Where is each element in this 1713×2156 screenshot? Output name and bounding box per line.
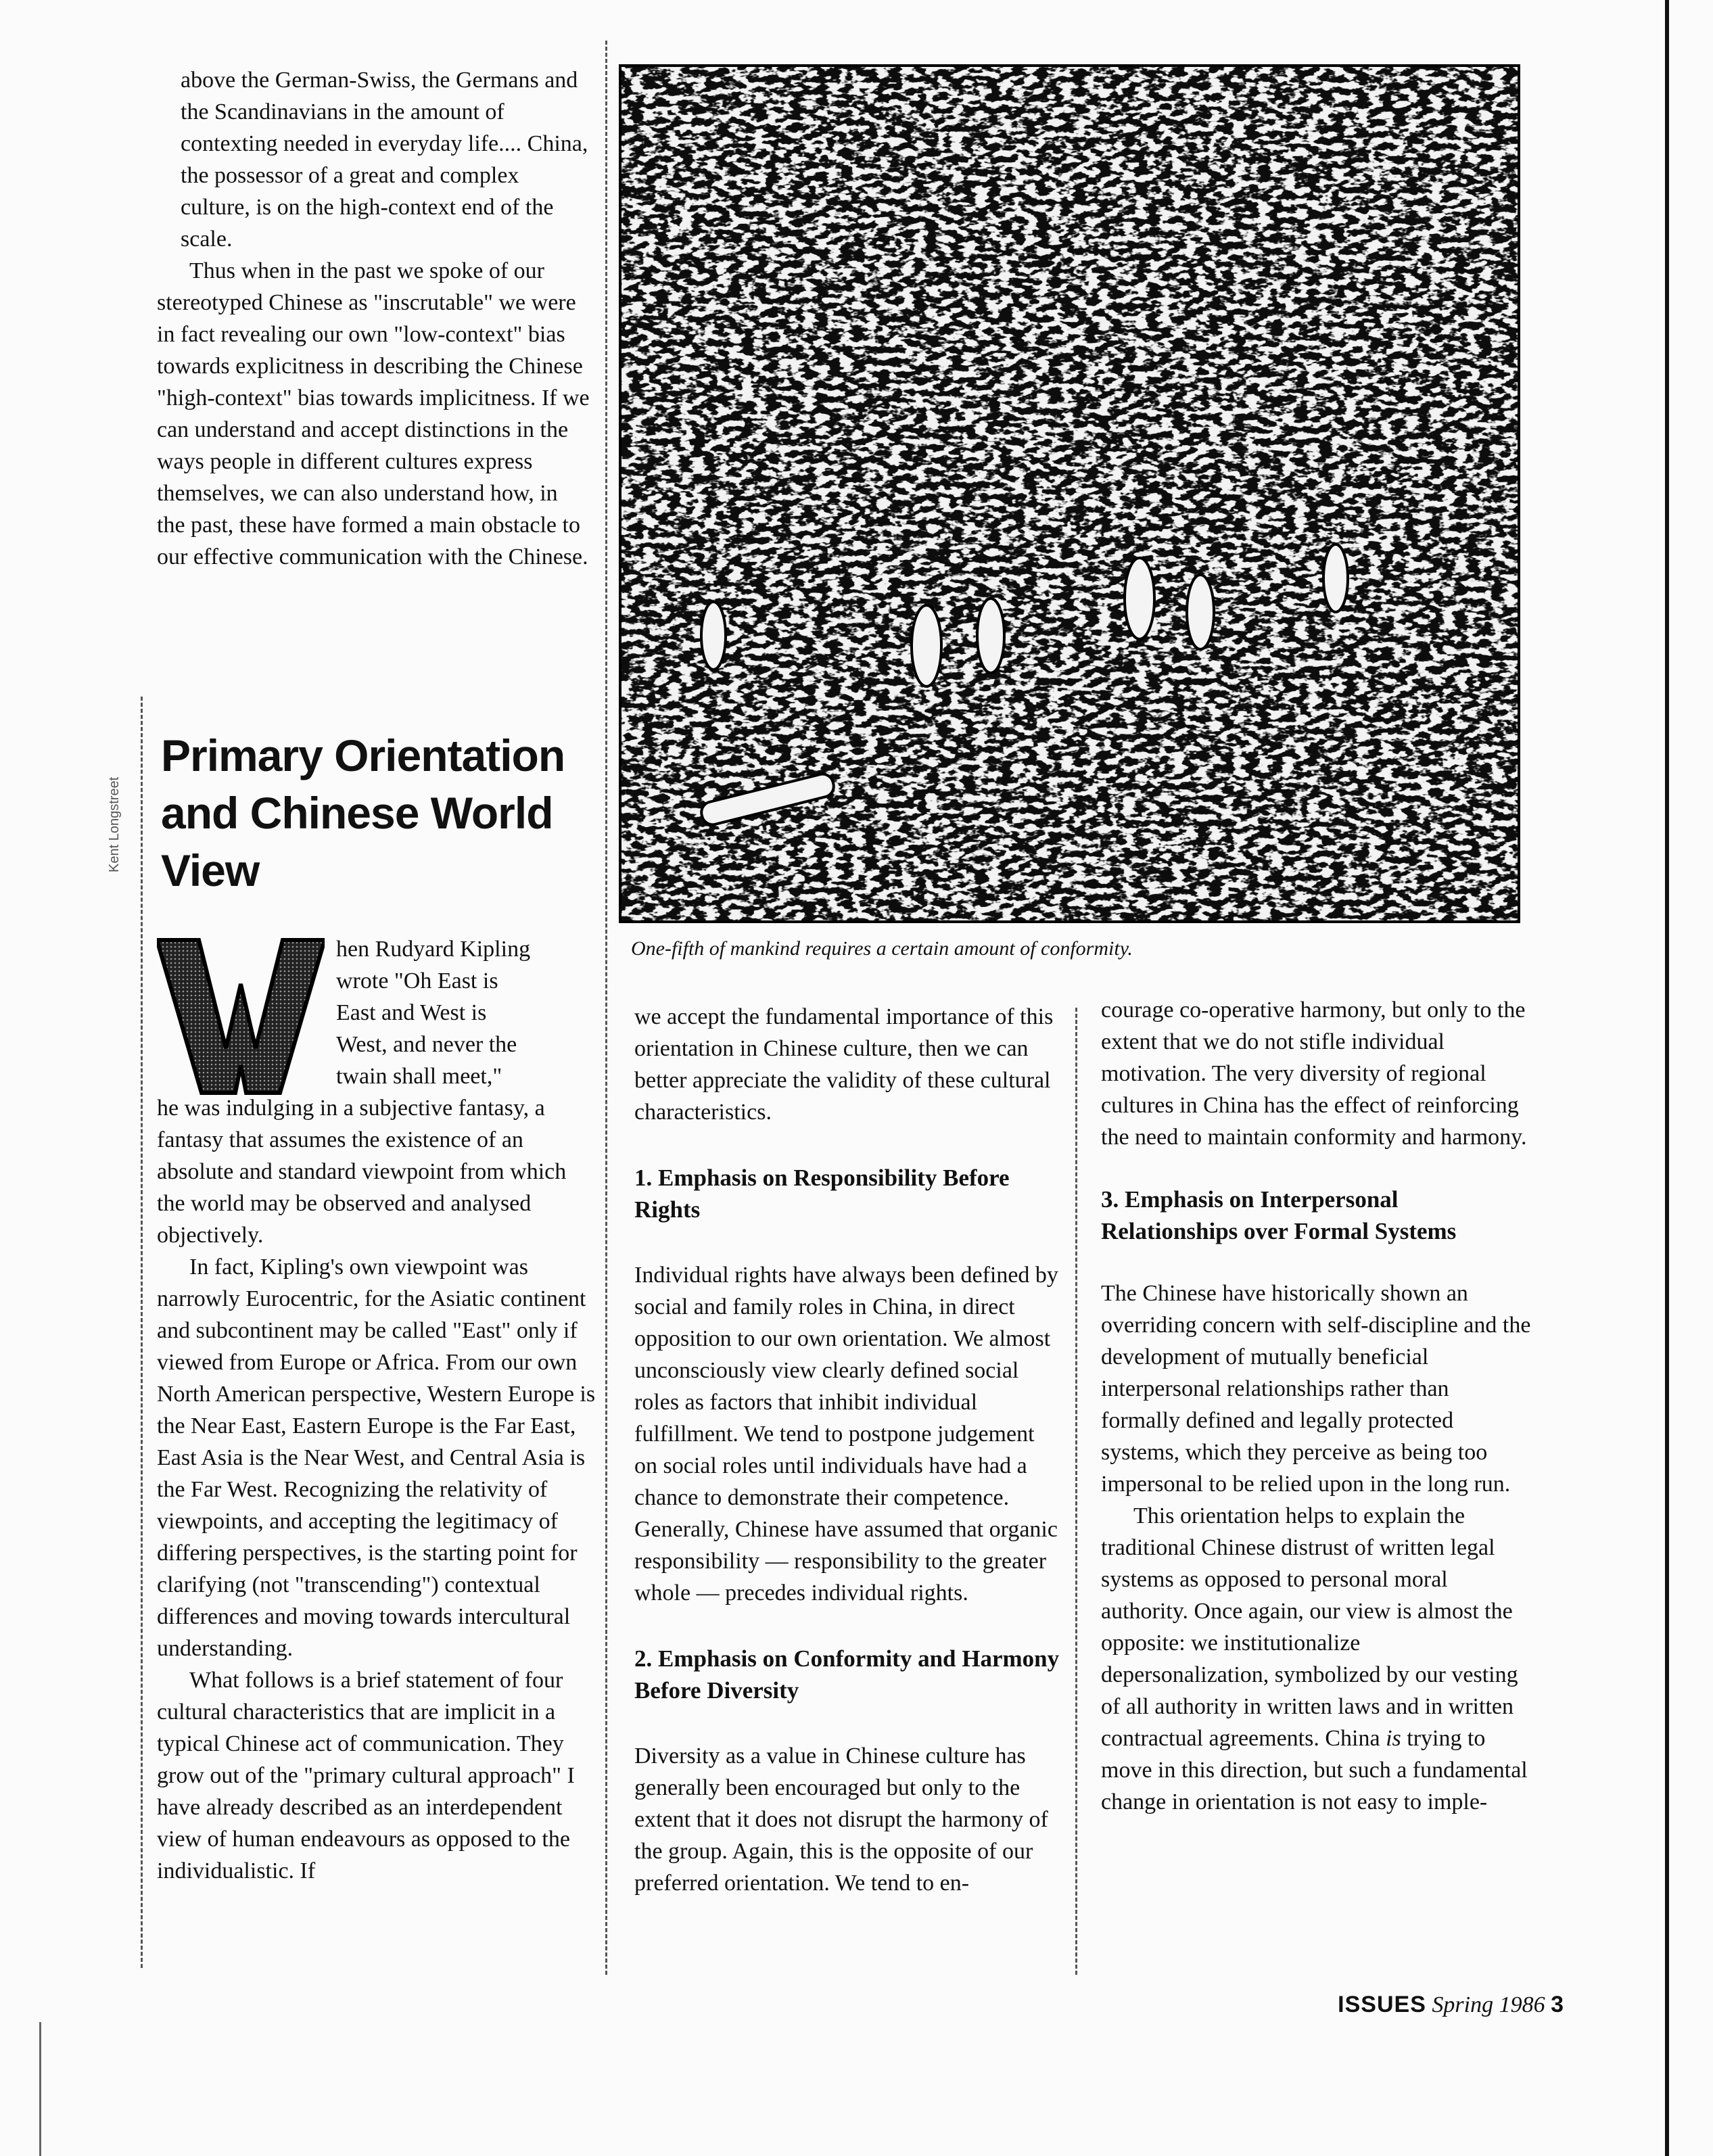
china-word: China xyxy=(1325,1726,1380,1751)
left-column-body xyxy=(157,933,596,1887)
middle-column xyxy=(634,1001,1060,1899)
is-italic-word: is xyxy=(1386,1726,1401,1751)
column-rule-1 xyxy=(605,41,607,1975)
left-column-intro xyxy=(157,64,590,573)
right-column xyxy=(1101,994,1534,1818)
scan-edge-right xyxy=(1665,0,1669,2156)
issue-date: Spring 1986 xyxy=(1432,1992,1545,2017)
section-3-heading: 3. Emphasis on Interpersonal Relationships over Formal Systems xyxy=(1101,1186,1457,1244)
page-number: 3 xyxy=(1551,1992,1564,2017)
page-footer xyxy=(1338,1992,1564,2018)
wrap-line: hen Rudyard Kipling xyxy=(336,937,531,962)
right-lead-paragraph: courage co-operative harmony, but only to the extent that we do not stifle individual motivation. The very diversity of regional cultures in China has the effect of reinforcing the need to maintain conformity and harmony. xyxy=(1101,998,1527,1150)
column-rule-2 xyxy=(1075,1008,1077,1975)
section-3-body-2-text: This orientation helps to explain the traditional Chinese distrust of written legal systems as opposed to personal moral authority. Once again, our view is almost the opposite: we institutionalize depersonalization, symbolized by our vesting of all authority in written laws and in written contractual agreements. xyxy=(1101,1503,1518,1751)
section-2-heading: 2. Emphasis on Conformity and Harmony Before Diversity xyxy=(634,1645,1060,1704)
opening-paragraph-rest: he was indulging in a subjective fantasy, a fantasy that assumes the existence of an absolute and standard viewpoint from which the world may be observed and analysed objectively. xyxy=(157,1096,567,1248)
cyclists-crowd-photo xyxy=(619,64,1520,923)
intro-quote-paragraph: above the German-Swiss, the Germans and the Scandinavians in the amount of contexting needed in everyday life.... China, the possessor of a great and complex culture, is on the high-context end of the scale. xyxy=(181,68,588,252)
section-2-body: Diversity as a value in Chinese culture has generally been encouraged but only to the extent that it does not disrupt the harmony of the group. Again, this is the opposite of our preferred orientation. We tend to en- xyxy=(634,1743,1048,1896)
wrap-line: wrote "Oh East is xyxy=(336,968,498,993)
section-1-body: Individual rights have always been defined by social and family roles in China, in direct opposition to our own orientation. We almost unconsciously view clearly defined social roles as factors that inhibit individual fulfillment. We tend to postpone judgement on social roles until individuals have had a chance to demonstrate their competence. Generally, Chinese have assumed that organic responsibility — responsibility to the greater whole — precedes individual rights. xyxy=(634,1263,1058,1606)
body-paragraph: What follows is a brief statement of four cultural characteristics that are implicit in a typical Chinese act of communication. They grow out of the "primary cultural approach" I have already described as an interdependent view of human endeavours as opposed to the individualistic. If xyxy=(157,1668,575,1883)
photo-caption: One-fifth of mankind requires a certain amount of conformity. xyxy=(631,937,1133,960)
section-3-body-2 xyxy=(1101,1500,1534,1818)
photo-credit-vertical: Kent Longstreet xyxy=(107,776,122,872)
intro-paragraph: Thus when in the past we spoke of our stereotyped Chinese as "inscrutable" we were in fact revealing our own "low-context" bias towards explicitness in describing the Chinese "high-context" bias towards implicitness. If we can understand and accept distinctions in the ways people in different cultures express themselves, we can also understand how, in the past, these have formed a main obstacle to our effective communication with the Chinese. xyxy=(157,258,590,569)
section-3-body: The Chinese have historically shown an overriding concern with self-discipline and the development of mutually beneficial interpersonal relationships rather than formally defined and legally protected systems, which they perceive as being too impersonal to be relied upon in the long run. xyxy=(1101,1281,1531,1497)
column-rule-left xyxy=(141,697,143,1968)
section-headline: Primary Orientation and Chinese World View xyxy=(161,730,565,895)
scan-edge-left xyxy=(39,2022,41,2156)
wrap-line: twain shall meet," xyxy=(336,1064,502,1089)
magazine-name: ISSUES xyxy=(1338,1992,1426,2017)
middle-lead-paragraph: we accept the fundamental importance of this orientation in Chinese culture, then we can better appreciate the validity of these cultural characteristics. xyxy=(634,1004,1054,1125)
wrap-line: West, and never the xyxy=(336,1032,517,1057)
wrap-line: East and West is xyxy=(336,1000,487,1025)
section-1-heading: 1. Emphasis on Responsibility Before Rights xyxy=(634,1165,1010,1223)
body-paragraph: In fact, Kipling's own viewpoint was narrowly Eurocentric, for the Asiatic continent and subcontinent may be called "East" only if viewed from Europe or Africa. From our own North American perspective, Western Europe is the Near East, Eastern Europe is the Far East, East Asia is the Near West, and Central Asia is the Far West. Recognizing the relativity of viewpoints, and accepting the legitimacy of differing perspectives, is the starting point for clarifying (not "transcending") contextual differences and moving towards intercultural understanding. xyxy=(157,1255,596,1661)
section-3-body-2-tail: trying to move in this direction, but such a fundamental change in orientation is not easy to imple- xyxy=(1101,1726,1528,1814)
